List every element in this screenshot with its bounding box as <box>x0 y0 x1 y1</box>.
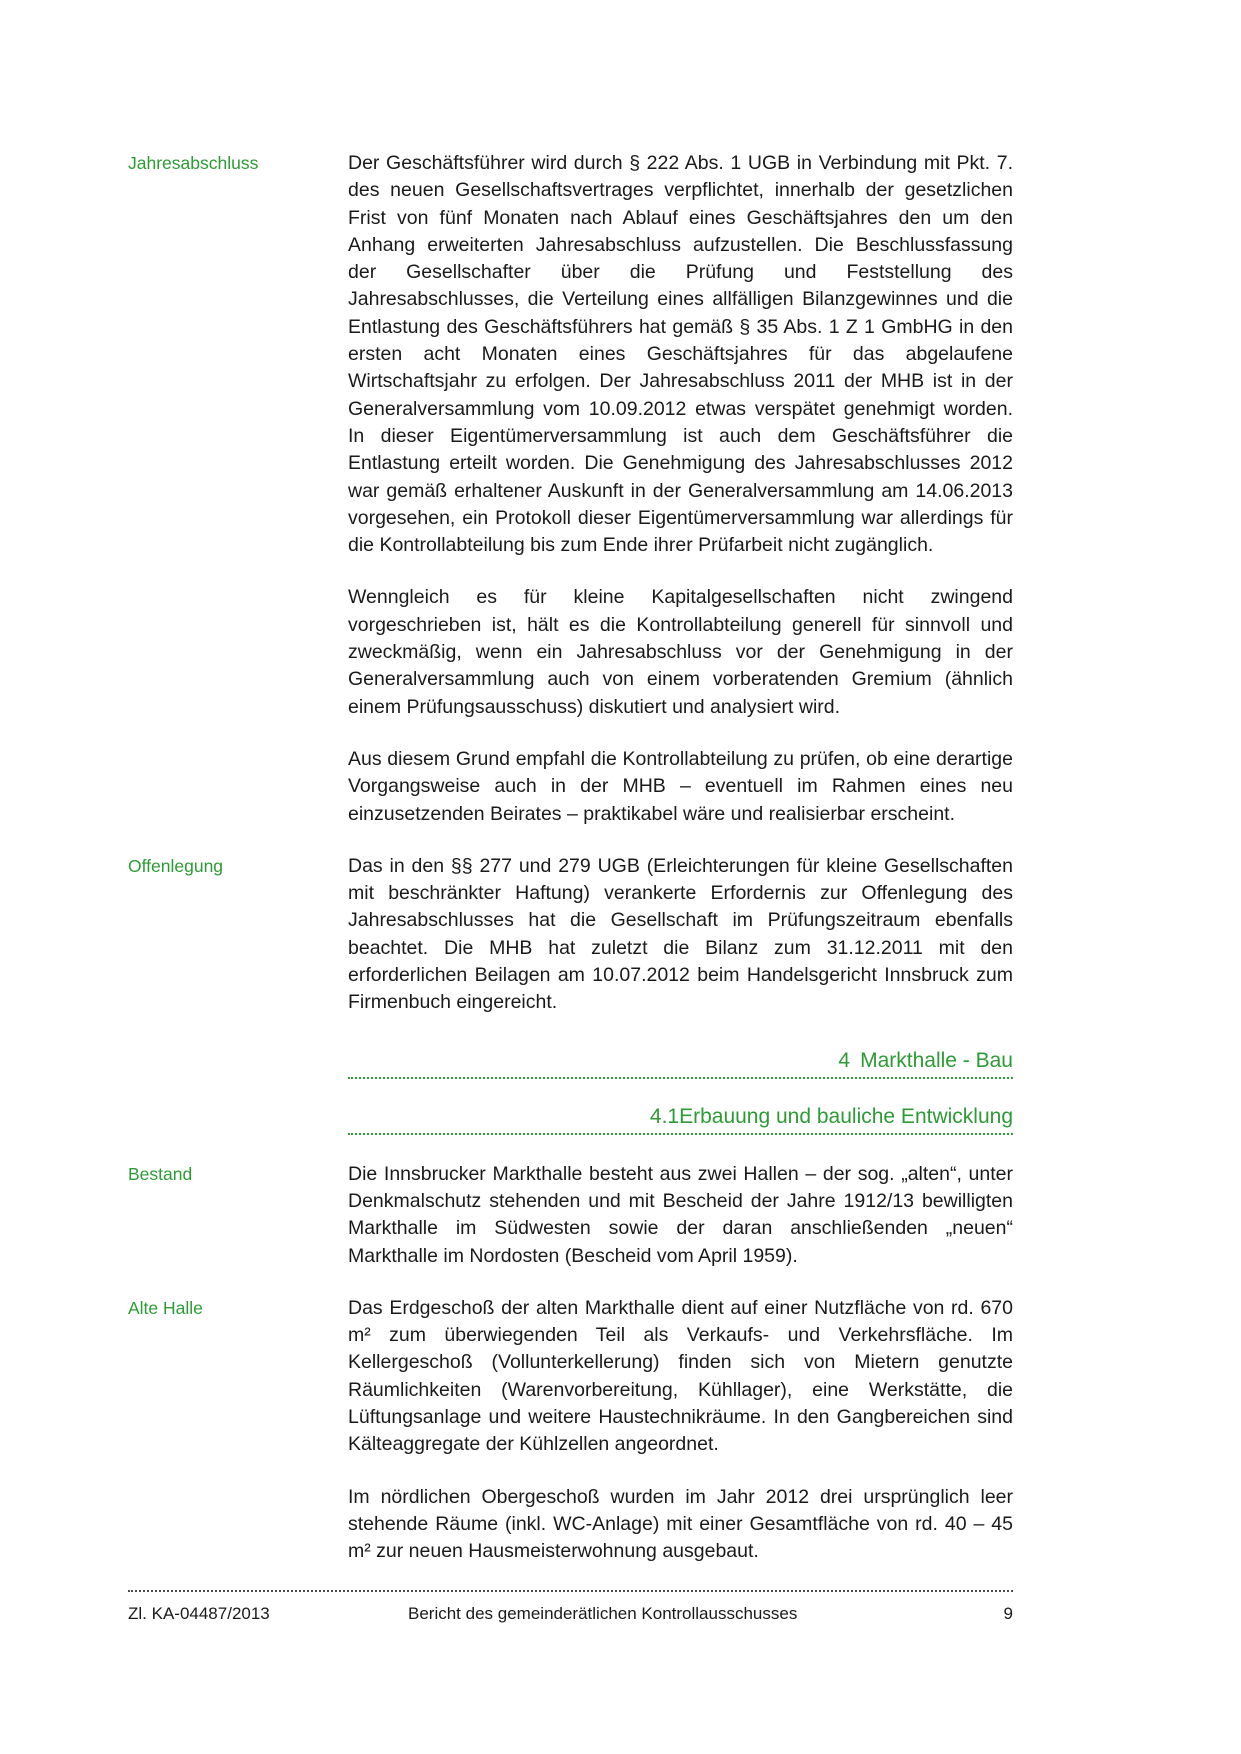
document-content <box>128 150 1013 1565</box>
heading-rule <box>348 1077 1013 1079</box>
heading-sub <box>348 1105 1013 1133</box>
spacer <box>128 1017 1013 1049</box>
heading-main-block <box>348 1049 1013 1079</box>
footer-title: Bericht des gemeinderätlichen Kontrollausschusses <box>408 1604 798 1623</box>
section-jahresabschluss <box>128 150 1013 853</box>
page-footer <box>128 1590 1013 1624</box>
margin-note-bestand: Bestand <box>128 1163 193 1184</box>
paragraph: Das Erdgeschoß der alten Markthalle dient auf einer Nutzfläche von rd. 670 m² zum überwiegenden Teil als Verkaufs- und Verkehrsfläche. Im Kellergeschoß (Vollunterkellerung) finden sich von Mietern genutzte Räumlichkeiten (Warenvorbereitung, Kühllager), eine Werkstätte, die Lüftungsanlage und weitere Haustechnikräume. In den Gangbereichen sind Kälteaggregate der Kühlzellen angeordnet. <box>348 1296 1013 1456</box>
section-body <box>348 1161 1013 1295</box>
footer-row <box>128 1604 1013 1624</box>
paragraph: Die Innsbrucker Markthalle besteht aus zwei Hallen – der sog. „alten“, unter Denkmalschutz stehenden und mit Bescheid der Jahre 1912/13 bewilligten Markthalle im Südwesten sowie der daran anschließenden „neuen“ Markthalle im Nordosten (Bescheid vom April 1959). <box>348 1162 1013 1267</box>
margin-note-alte-halle: Alte Halle <box>128 1297 203 1318</box>
section-offenlegung <box>128 853 1013 1017</box>
heading-main-title: Markthalle - Bau <box>860 1048 1013 1072</box>
heading-sub-rule <box>348 1133 1013 1135</box>
section-body <box>348 150 1013 853</box>
section-body <box>348 853 1013 1017</box>
paragraph: Aus diesem Grund empfahl die Kontrollabteilung zu prüfen, ob eine derartige Vorgangsweise auch in der MHB – eventuell im Rahmen eines neu einzusetzenden Beirates – praktikabel wäre und realisierbar erscheint. <box>348 747 1013 825</box>
section-alte-halle <box>128 1295 1013 1566</box>
heading-main-number: 4 <box>838 1048 851 1072</box>
margin-note-jahresabschluss: Jahresabschluss <box>128 153 259 173</box>
footer-page-number: 9 <box>1003 1604 1013 1623</box>
paragraph: Im nördlichen Obergeschoß wurden im Jahr 2012 drei ursprünglich leer stehende Räume (inkl. WC-Anlage) mit einer Gesamtfläche von rd. 40 – 45 m² zur neuen Hausmeisterwohnung ausgebaut. <box>348 1485 1013 1563</box>
heading-main <box>348 1049 1013 1077</box>
paragraph: Der Geschäftsführer wird durch § 222 Abs. 1 UGB in Verbindung mit Pkt. 7. des neuen Gesellschaftsvertrages verpflichtet, innerhalb der gesetzlichen Frist von fünf Monaten nach Ablauf eines Geschäftsjahres den um den Anhang erweiterten Jahresabschluss aufzustellen. Die Beschlussfassung der Gesellschafter über die Prüfung und Feststellung des Jahresabschlusses, die Verteilung eines allfälligen Bilanzgewinnes und die Entlastung des Geschäftsführers hat gemäß § 35 Abs. 1 Z 1 GmbHG in den ersten acht Monaten eines Geschäftsjahres für das abgelaufene Wirtschaftsjahr zu erfolgen. Der Jahresabschluss 2011 der MHB ist in der Generalversammlung vom 10.09.2012 etwas verspätet genehmigt worden. In dieser Eigentümerversammlung ist auch dem Geschäftsführer die Entlastung erteilt worden. Die Genehmigung des Jahresabschlusses 2012 war gemäß erhaltener Auskunft in der Generalversammlung am 14.06.2013 vorgesehen, ein Protokoll dieser Eigentümerversammlung war allerdings für die Kontrollabteilung bis zum Ende ihrer Prüfarbeit nicht zugänglich. <box>348 152 1013 557</box>
margin-note-offenlegung: Offenlegung <box>128 855 224 876</box>
heading-sub-title: Erbauung und bauliche Entwicklung <box>679 1104 1013 1128</box>
paragraph: Wenngleich es für kleine Kapitalgesellschaften nicht zwingend vorgeschrieben ist, hält es die Kontrollabteilung generell für sinnvoll und zweckmäßig, wenn ein Jahresabschluss vor der Genehmigung in der Generalversammlung auch von einem vorberatenden Gremium (ähnlich einem Prüfungsausschuss) diskutiert und analysiert wird. <box>348 586 1013 718</box>
heading-sub-number: 4.1 <box>649 1104 680 1128</box>
footer-rule <box>128 1590 1013 1592</box>
heading-sub-block <box>348 1105 1013 1135</box>
paragraph: Das in den §§ 277 und 279 UGB (Erleichterungen für kleine Gesellschaften mit beschränkter Haftung) verankerte Erfordernis zur Offenlegung des Jahresabschlusses hat die Gesellschaft im Prüfungszeitraum ebenfalls beachtet. Die MHB hat zuletzt die Bilanz zum 31.12.2011 mit den erforderlichen Beilagen am 10.07.2012 beim Handelsgericht Innsbruck zum Firmenbuch eingereicht. <box>348 854 1013 1014</box>
footer-reference: Zl. KA-04487/2013 <box>128 1604 270 1623</box>
section-body <box>348 1295 1013 1566</box>
section-bestand <box>128 1161 1013 1295</box>
